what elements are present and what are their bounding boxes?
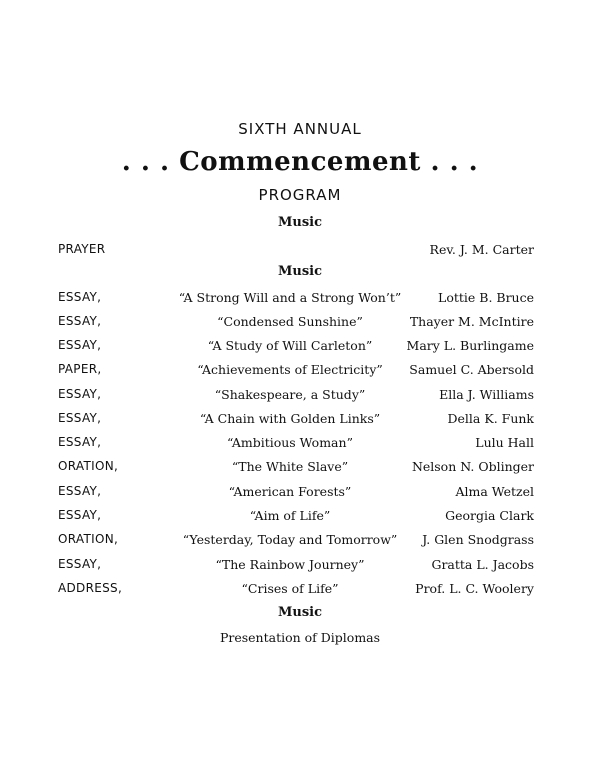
item-title: “Yesterday, Today and Tomorrow” (182, 532, 398, 547)
item-type: ADDRESS, (58, 581, 123, 595)
program-item (0, 362, 600, 380)
closing-line: Presentation of Diplomas (219, 630, 381, 645)
item-type: ESSAY, (58, 508, 102, 522)
program-item (0, 557, 600, 575)
item-title: “Aim of Life” (249, 508, 331, 523)
item-name: Prof. L. C. Woolery (415, 581, 534, 596)
item-type: ORATION, (58, 532, 119, 546)
program-item (0, 290, 600, 308)
item-name: J. Glen Snodgrass (422, 532, 534, 547)
item-title: “The Rainbow Journey” (215, 557, 365, 572)
item-title: “A Strong Will and a Strong Won’t” (178, 290, 402, 305)
music-label-3: Music (277, 605, 322, 620)
item-title: “A Study of Will Carleton” (207, 338, 373, 353)
program-item (0, 484, 600, 502)
item-type: ORATION, (58, 459, 119, 473)
item-type: ESSAY, (58, 557, 102, 571)
program-item (0, 314, 600, 332)
item-title: “Crises of Life” (241, 581, 339, 596)
item-name: Thayer M. McIntire (409, 314, 534, 329)
prayer-row (0, 242, 600, 260)
program-item (0, 532, 600, 550)
item-name: Alma Wetzel (455, 484, 534, 499)
music-label-2: Music (277, 264, 322, 279)
program-heading: PROGRAM (258, 186, 342, 204)
item-title: “Condensed Sunshine” (217, 314, 363, 329)
item-type: ESSAY, (58, 314, 102, 328)
item-name: Georgia Clark (445, 508, 534, 523)
item-title: “Shakespeare, a Study” (214, 387, 366, 402)
program-item (0, 508, 600, 526)
item-name: Mary L. Burlingame (406, 338, 534, 353)
item-type: ESSAY, (58, 484, 102, 498)
program-item (0, 459, 600, 477)
item-title: “American Forests” (228, 484, 352, 499)
item-type: PRAYER (58, 242, 106, 256)
program-item (0, 581, 600, 599)
item-type: ESSAY, (58, 411, 102, 425)
item-type: ESSAY, (58, 387, 102, 401)
item-name: Ella J. Williams (439, 387, 534, 402)
item-type: ESSAY, (58, 435, 102, 449)
item-title: “A Chain with Golden Links” (199, 411, 381, 426)
item-name: Lottie B. Bruce (438, 290, 534, 305)
music-label-1: Music (277, 215, 322, 230)
item-name: Nelson N. Oblinger (411, 459, 534, 474)
item-title: “The White Slave” (231, 459, 349, 474)
item-name: Della K. Funk (447, 411, 534, 426)
page-title: . . . Commencement . . . (121, 147, 479, 177)
program-item (0, 338, 600, 356)
program-item (0, 387, 600, 405)
item-type: ESSAY, (58, 290, 102, 304)
item-title: “Achievements of Electricity” (197, 362, 383, 377)
item-name: Gratta L. Jacobs (431, 557, 534, 572)
item-type: ESSAY, (58, 338, 102, 352)
item-type: PAPER, (58, 362, 102, 376)
item-title: “Ambitious Woman” (227, 435, 353, 450)
program-subtitle: SIXTH ANNUAL (238, 120, 362, 138)
item-name: Samuel C. Abersold (409, 362, 534, 377)
item-name: Lulu Hall (475, 435, 534, 450)
program-item (0, 435, 600, 453)
program-item (0, 411, 600, 429)
item-name: Rev. J. M. Carter (429, 242, 534, 257)
